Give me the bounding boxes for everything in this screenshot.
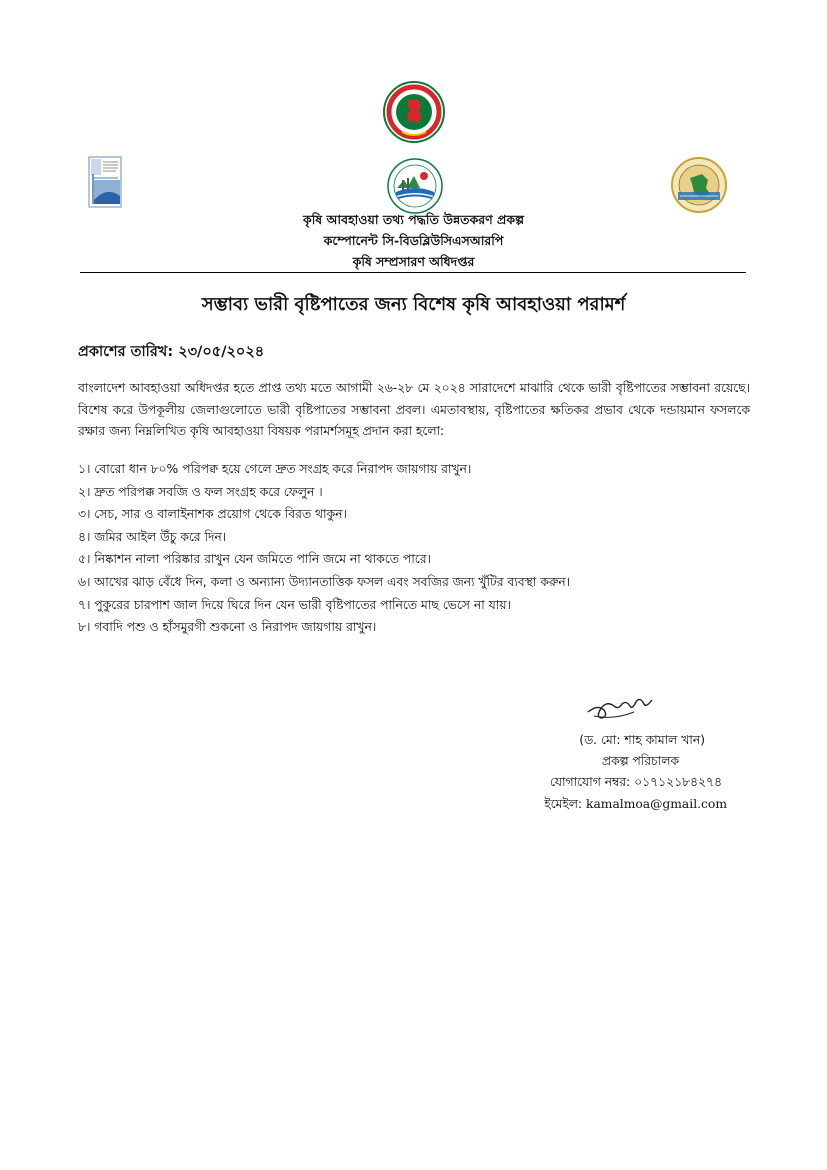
signature-image (584, 692, 656, 724)
email-label: ইমেইল: (544, 797, 583, 811)
advice-item: ৮। গবাদি পশু ও হাঁসমুরগী শুকনো ও নিরাপদ জায়গায় রাখুন। (78, 620, 377, 635)
advice-list (78, 458, 570, 639)
signatory-phone (550, 772, 722, 792)
document-title: সম্ভাব্য ভারী বৃষ্টিপাতের জন্য বিশেষ কৃষি আবহাওয়া পরামর্শ (201, 294, 626, 315)
advice-item: ৫। নিষ্কাশন নালা পরিষ্কার রাখুন যেন জমিতে পানি জমে না থাকতে পারে। (78, 552, 431, 567)
phone-label: যোগাযোগ নম্বর: (549, 775, 631, 789)
project-logo-icon (668, 156, 730, 214)
project-name: কৃষি আবহাওয়া তথ্য পদ্ধতি উন্নতকরণ প্রকল্প (302, 212, 525, 227)
phone-number: ০১৭১২১৮৪২৭৪ (634, 775, 722, 789)
component-name: কম্পোনেন্ট সি-বিডব্লিউসিএসআরপি (323, 233, 504, 248)
department-name: কৃষি সম্প্রসারণ অধিদপ্তর (352, 254, 475, 269)
email-address[interactable]: kamalmoa@gmail.com (586, 797, 727, 811)
advice-item: ৬। আখের ঝাড় বেঁধে দিন, কলা ও অন্যান্য উদ্যানতাত্তিক ফসল এবং সবজির জন্য খুঁটির ব্যবস্থা করুন। (78, 574, 571, 589)
advice-item: ২। দ্রুত পরিপক্ক সবজি ও ফল সংগ্রহ করে ফেলুন । (78, 484, 323, 499)
advice-item: ৭। পুকুরের চারপাশ জাল দিয়ে ঘিরে দিন যেন ভারী বৃষ্টিপাতের পানিতে মাছ ভেসে না যায়। (78, 597, 511, 612)
publication-date (78, 341, 264, 363)
signatory-name: (ড. মো: শাহ কামাল খান) (579, 733, 705, 747)
publication-date-label: প্রকাশের তারিখ: (78, 344, 174, 360)
advice-item: ১। বোরো ধান ৮০% পরিপক্ব হয়ে গেলে দ্রুত সংগ্রহ করে নিরাপদ জায়গায় রাখুন। (78, 462, 472, 476)
advice-item: ৩। সেচ, সার ও বালাইনাশক প্রয়োগ থেকে বিরত থাকুন। (78, 507, 347, 522)
advice-item: ৪। জমির আইল উঁচু করে দিন। (78, 529, 227, 544)
signatory-email (544, 794, 727, 814)
dae-logo-icon (384, 158, 446, 214)
bangladesh-government-seal-icon (380, 80, 448, 144)
header-divider (80, 272, 746, 273)
publication-date-value: ২৩/০৫/২০২৪ (178, 344, 265, 360)
meteorology-department-logo-icon (88, 156, 122, 208)
intro-paragraph: বাংলাদেশ আবহাওয়া অধিদপ্তর হতে প্রাপ্ত তথ্য মতে আগামী ২৬-২৮ মে ২০২৪ সারাদেশে মাঝারি থেকে ভারী বৃষ্টিপাতের সম্ভাবনা রয়েছে। বিশেষ করে উপকূলীয় জেলাগুলোতে ভারী বৃষ্টিপাতের সম্ভাবনা প্রবল। এমতাবস্থায়, বৃষ্টিপাতের ক্ষতিকর প্রভাব থেকে দন্ডায়মান ফসলকে রক্ষার জন্য নিম্নলিখিত কৃষি আবহাওয়া বিষয়ক পরামর্শসমূহ প্রদান করা হলো: (78, 381, 750, 438)
signatory-designation: প্রকল্প পরিচালক (601, 754, 679, 768)
